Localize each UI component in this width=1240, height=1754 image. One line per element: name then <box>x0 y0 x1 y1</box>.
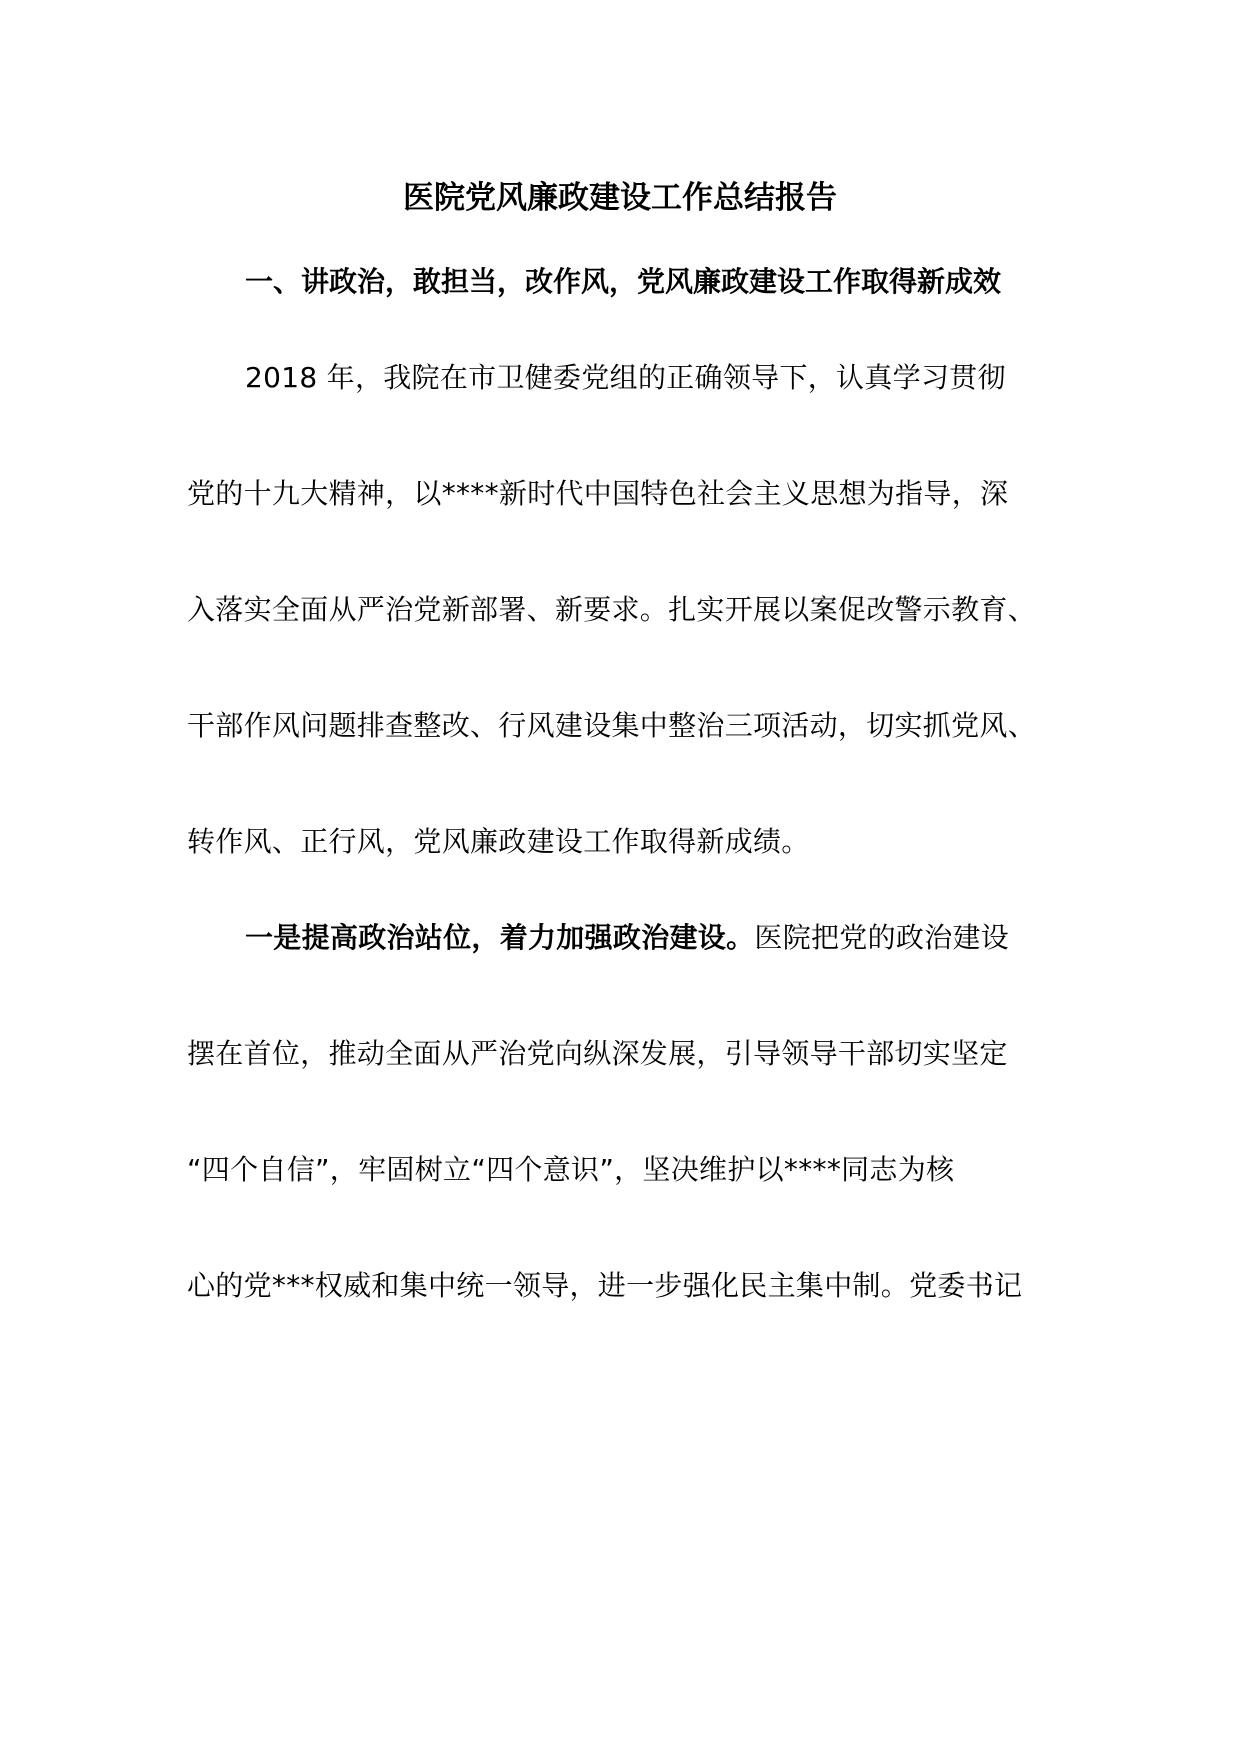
section-heading: 一、讲政治，敢担当，改作风，党风廉政建设工作取得新成效 <box>245 265 1002 298</box>
paragraph-1-line-1: 2018 年，我院在市卫健委党组的正确领导下，认真学习贯彻 <box>245 361 1006 394</box>
paragraph-2-line-4: 心的党***权威和集中统一领导，进一步强化民主集中制。党委书记 <box>187 1269 1023 1302</box>
paragraph-1-line-2: 党的十九大精神，以****新时代中国特色社会主义思想为指导，深 <box>187 477 1009 510</box>
paragraph-1-line-4: 干部作风问题排查整改、行风建设集中整治三项活动，切实抓党风、 <box>187 709 1037 742</box>
paragraph-1-line-3: 入落实全面从严治党新部署、新要求。扎实开展以案促改警示教育、 <box>187 593 1037 626</box>
paragraph-2-line-3: “四个自信”，牢固树立“四个意识”，坚决维护以****同志为核 <box>187 1153 955 1186</box>
paragraph-1-line-5: 转作风、正行风，党风廉政建设工作取得新成绩。 <box>187 825 810 858</box>
paragraph-2-lead-bold: 一是提高政治站位，着力加强政治建设。 <box>245 921 755 954</box>
paragraph-2-line-2: 摆在首位，推动全面从严治党向纵深发展，引导领导干部切实坚定 <box>187 1037 1008 1070</box>
document-title: 医院党风廉政建设工作总结报告 <box>403 180 837 216</box>
paragraph-2-line-1 <box>245 918 1125 958</box>
paragraph-2-lead-rest: 医院把党的政治建设 <box>754 921 1010 954</box>
